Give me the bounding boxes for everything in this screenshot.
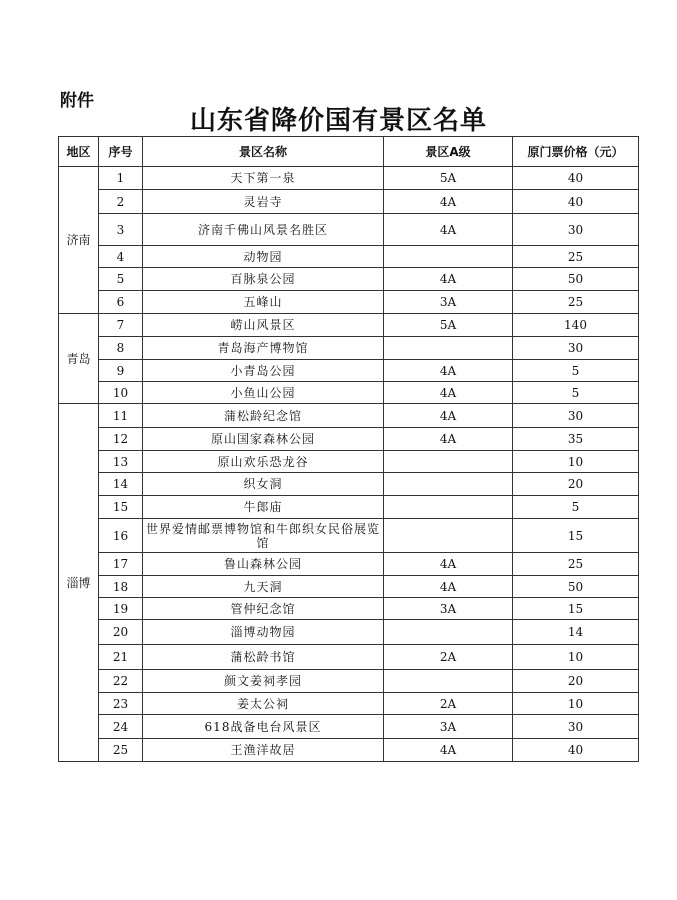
- header-grade: 景区A级: [384, 137, 513, 167]
- name-cell: 崂山风景区: [143, 314, 384, 337]
- table-row: [59, 291, 639, 314]
- table-row: [59, 268, 639, 291]
- price-cell: 5: [513, 496, 639, 519]
- page-title: 山东省降价国有景区名单: [189, 106, 487, 136]
- price-cell: 15: [513, 598, 639, 620]
- name-cell: 动物园: [143, 246, 384, 268]
- grade-cell: 3A: [384, 715, 513, 739]
- price-cell: 10: [513, 693, 639, 715]
- scenic-spot-table: [58, 136, 639, 762]
- name-cell: 王渔洋故居: [143, 739, 384, 762]
- name-cell: 管仲纪念馆: [143, 598, 384, 620]
- table-row: [59, 337, 639, 360]
- region-cell: 淄博: [59, 404, 99, 762]
- header-price: 原门票价格（元）: [513, 137, 639, 167]
- number-cell: 8: [99, 337, 143, 360]
- grade-cell: [384, 246, 513, 268]
- price-cell: 40: [513, 167, 639, 190]
- table-row: [59, 382, 639, 404]
- name-cell: 青岛海产博物馆: [143, 337, 384, 360]
- number-cell: 5: [99, 268, 143, 291]
- name-cell: 原山国家森林公园: [143, 428, 384, 451]
- price-cell: 10: [513, 451, 639, 473]
- grade-cell: 2A: [384, 693, 513, 715]
- name-cell: 五峰山: [143, 291, 384, 314]
- number-cell: 11: [99, 404, 143, 428]
- table-row: [59, 576, 639, 598]
- number-cell: 12: [99, 428, 143, 451]
- name-cell: 颜文姜祠孝园: [143, 670, 384, 693]
- name-cell: 淄博动物园: [143, 620, 384, 645]
- table-header-row: [59, 137, 639, 167]
- number-cell: 20: [99, 620, 143, 645]
- grade-cell: 4A: [384, 382, 513, 404]
- number-cell: 10: [99, 382, 143, 404]
- grade-cell: 2A: [384, 645, 513, 670]
- number-cell: 17: [99, 553, 143, 576]
- number-cell: 13: [99, 451, 143, 473]
- region-cell: 青岛: [59, 314, 99, 404]
- name-cell: 百脉泉公园: [143, 268, 384, 291]
- attachment-label: 附件: [60, 91, 94, 111]
- number-cell: 9: [99, 360, 143, 382]
- grade-cell: [384, 473, 513, 496]
- number-cell: 3: [99, 214, 143, 246]
- table-row: [59, 167, 639, 190]
- price-cell: 50: [513, 268, 639, 291]
- price-cell: 14: [513, 620, 639, 645]
- price-cell: 25: [513, 553, 639, 576]
- grade-cell: 4A: [384, 553, 513, 576]
- grade-cell: 5A: [384, 167, 513, 190]
- number-cell: 18: [99, 576, 143, 598]
- price-cell: 5: [513, 360, 639, 382]
- price-cell: 20: [513, 670, 639, 693]
- price-cell: 25: [513, 291, 639, 314]
- name-cell: 牛郎庙: [143, 496, 384, 519]
- table-row: [59, 553, 639, 576]
- name-cell: 世界爱情邮票博物馆和牛郎织女民俗展览馆: [143, 519, 384, 553]
- name-cell: 蒲松龄纪念馆: [143, 404, 384, 428]
- region-cell: 济南: [59, 167, 99, 314]
- table-row: [59, 598, 639, 620]
- grade-cell: 3A: [384, 598, 513, 620]
- number-cell: 25: [99, 739, 143, 762]
- grade-cell: 4A: [384, 404, 513, 428]
- price-cell: 30: [513, 715, 639, 739]
- number-cell: 24: [99, 715, 143, 739]
- grade-cell: 4A: [384, 360, 513, 382]
- name-cell: 织女洞: [143, 473, 384, 496]
- name-cell: 小鱼山公园: [143, 382, 384, 404]
- grade-cell: [384, 496, 513, 519]
- table-row: [59, 620, 639, 645]
- table-row: [59, 739, 639, 762]
- grade-cell: 5A: [384, 314, 513, 337]
- grade-cell: [384, 519, 513, 553]
- price-cell: 50: [513, 576, 639, 598]
- name-cell: 蒲松龄书馆: [143, 645, 384, 670]
- name-cell: 灵岩寺: [143, 190, 384, 214]
- grade-cell: 4A: [384, 739, 513, 762]
- table-row: [59, 670, 639, 693]
- grade-cell: 3A: [384, 291, 513, 314]
- price-cell: 10: [513, 645, 639, 670]
- grade-cell: [384, 337, 513, 360]
- table-row: [59, 645, 639, 670]
- name-cell: 618战备电台风景区: [143, 715, 384, 739]
- name-cell: 济南千佛山风景名胜区: [143, 214, 384, 246]
- grade-cell: [384, 620, 513, 645]
- price-cell: 5: [513, 382, 639, 404]
- header-region: 地区: [59, 137, 99, 167]
- number-cell: 14: [99, 473, 143, 496]
- number-cell: 19: [99, 598, 143, 620]
- number-cell: 22: [99, 670, 143, 693]
- table-row: [59, 496, 639, 519]
- number-cell: 4: [99, 246, 143, 268]
- table-row: [59, 428, 639, 451]
- name-cell: 姜太公祠: [143, 693, 384, 715]
- price-cell: 15: [513, 519, 639, 553]
- name-cell: 九天洞: [143, 576, 384, 598]
- table-row: [59, 473, 639, 496]
- table-body: [59, 167, 639, 762]
- number-cell: 6: [99, 291, 143, 314]
- name-cell: 小青岛公园: [143, 360, 384, 382]
- price-cell: 140: [513, 314, 639, 337]
- price-cell: 40: [513, 739, 639, 762]
- table-row: [59, 451, 639, 473]
- table-row: [59, 404, 639, 428]
- price-cell: 30: [513, 404, 639, 428]
- price-cell: 25: [513, 246, 639, 268]
- grade-cell: 4A: [384, 428, 513, 451]
- table-row: [59, 360, 639, 382]
- name-cell: 鲁山森林公园: [143, 553, 384, 576]
- name-cell: 天下第一泉: [143, 167, 384, 190]
- table-row: [59, 693, 639, 715]
- header-number: 序号: [99, 137, 143, 167]
- table-row: [59, 246, 639, 268]
- name-cell: 原山欢乐恐龙谷: [143, 451, 384, 473]
- grade-cell: 4A: [384, 576, 513, 598]
- grade-cell: 4A: [384, 268, 513, 291]
- grade-cell: [384, 670, 513, 693]
- table-row: [59, 190, 639, 214]
- table-row: [59, 214, 639, 246]
- price-cell: 30: [513, 214, 639, 246]
- number-cell: 15: [99, 496, 143, 519]
- price-cell: 20: [513, 473, 639, 496]
- number-cell: 23: [99, 693, 143, 715]
- header-name: 景区名称: [143, 137, 384, 167]
- number-cell: 1: [99, 167, 143, 190]
- price-cell: 35: [513, 428, 639, 451]
- price-cell: 30: [513, 337, 639, 360]
- grade-cell: 4A: [384, 214, 513, 246]
- grade-cell: 4A: [384, 190, 513, 214]
- table-row: [59, 715, 639, 739]
- table-row: [59, 519, 639, 553]
- number-cell: 2: [99, 190, 143, 214]
- grade-cell: [384, 451, 513, 473]
- number-cell: 16: [99, 519, 143, 553]
- table-row: [59, 314, 639, 337]
- price-cell: 40: [513, 190, 639, 214]
- number-cell: 21: [99, 645, 143, 670]
- number-cell: 7: [99, 314, 143, 337]
